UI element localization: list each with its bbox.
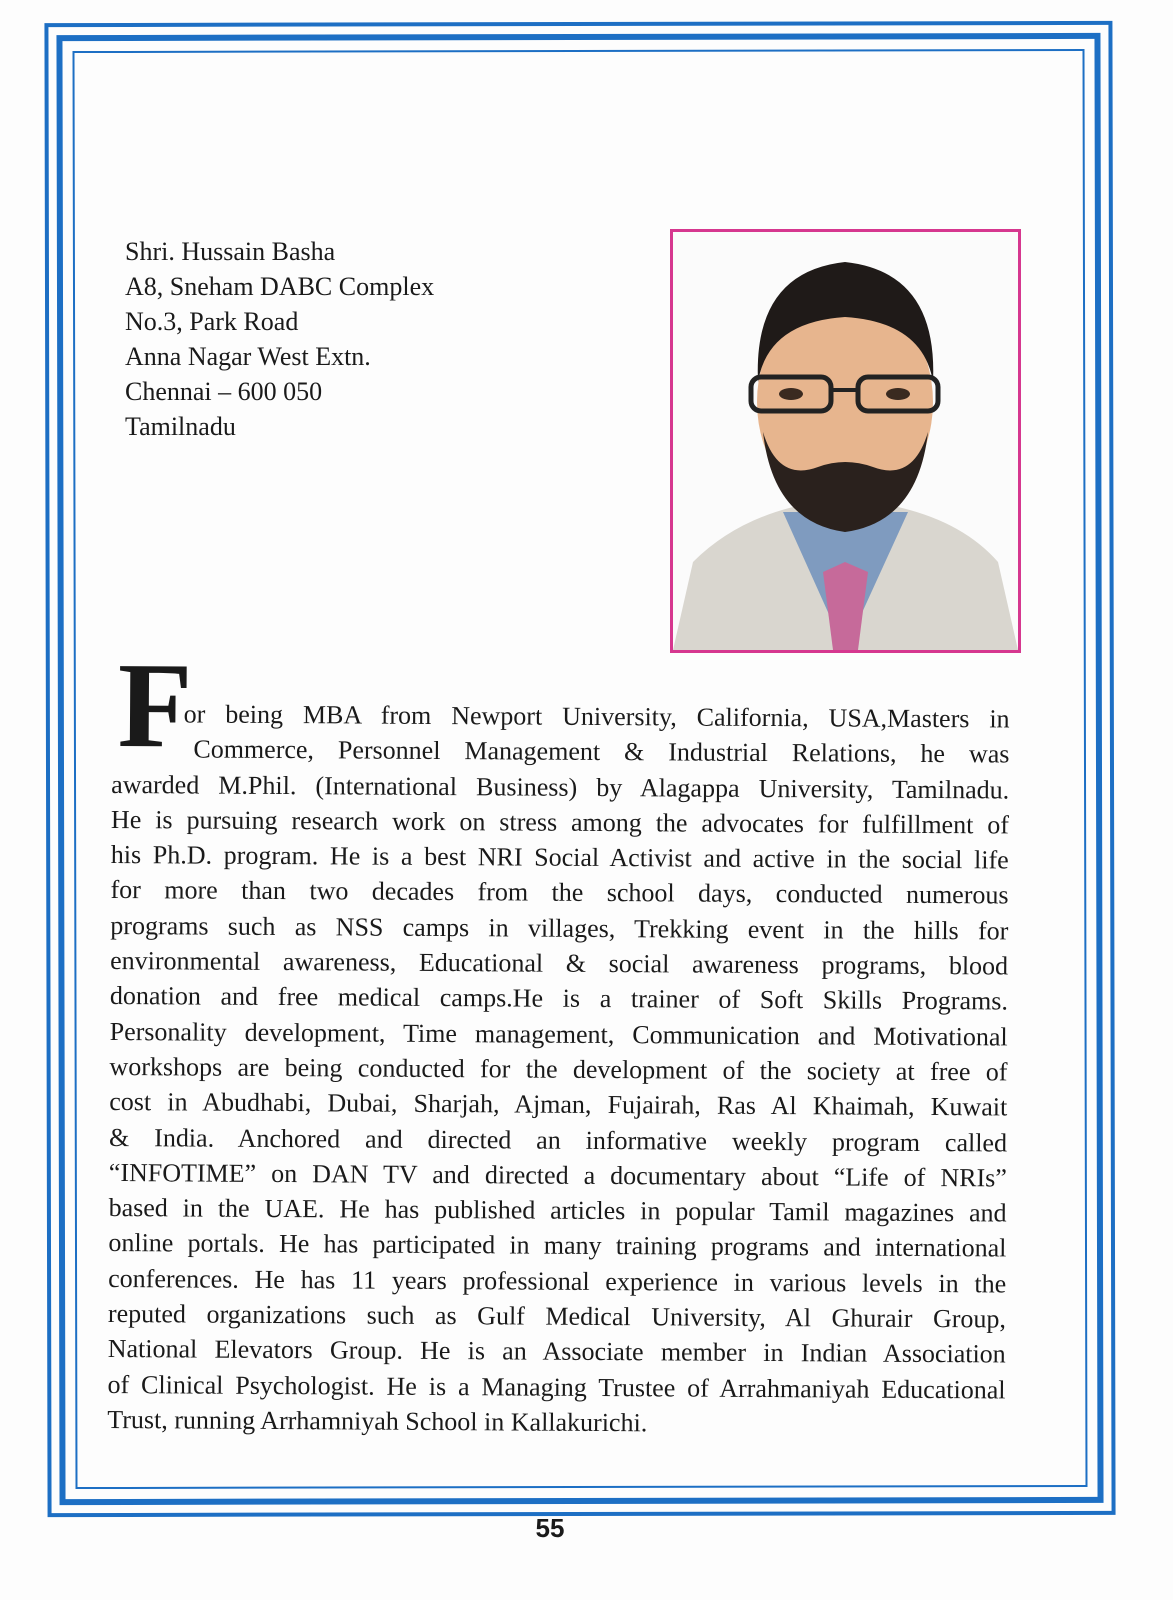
bio-line: of Clinical Psychologist. He is a Managing Trustee of Arrahmaniyah Educational [107, 1369, 1006, 1405]
address-name: Shri. Hussain Basha [125, 237, 336, 266]
drop-cap: F [117, 638, 193, 774]
bio-line: Commerce, Personnel Management & Industrial Relations, he was [193, 734, 1010, 769]
address-line: No.3, Park Road [125, 307, 299, 336]
bio-line: Trust, running Arrhamniyah School in Kallakurichi. [107, 1404, 648, 1438]
address-line: Anna Nagar West Extn. [125, 342, 371, 371]
bio-line: donation and free medical camps.He is a trainer of Soft Skills Programs. [109, 981, 1008, 1016]
address-block [125, 234, 434, 444]
page-number: 55 [535, 1513, 565, 1543]
bio-line: “INFOTIME” on DAN TV and directed a documentary about “Life of NRIs” [108, 1157, 1007, 1193]
bio-line: online portals. He has participated in many training programs and international [108, 1228, 1007, 1263]
address-line: Tamilnadu [125, 412, 236, 441]
bio-line: cost in Abudhabi, Dubai, Sharjah, Ajman, Fujairah, Ras Al Khaimah, Kuwait [109, 1087, 1008, 1122]
portrait-photo [670, 229, 1021, 653]
address-line: A8, Sneham DABC Complex [125, 272, 435, 301]
bio-line: his Ph.D. program. He is a best NRI Social Activist and active in the social life [110, 840, 1009, 875]
bio-line: based in the UAE. He has published articles in popular Tamil magazines and [108, 1193, 1007, 1228]
address-line: Chennai – 600 050 [125, 377, 323, 406]
bio-line: workshops are being conducted for the development of the society at free of [109, 1051, 1008, 1087]
bio-line: or being MBA from Newport University, California, USA,Masters in [183, 699, 1010, 734]
bio-line: & India. Anchored and directed an informative weekly program called [108, 1122, 1008, 1158]
bio-line: environmental awareness, Educational & social awareness programs, blood [110, 946, 1009, 981]
bio-line: programs such as NSS camps in villages, Trekking event in the hills for [110, 910, 1009, 946]
bio-line: reputed organizations such as Gulf Medical University, Al Ghurair Group, [107, 1299, 1007, 1334]
bio-line: National Elevators Group. He is an Associate member in Indian Association [107, 1334, 1006, 1369]
bio-line: conferences. He has 11 years professional experience in various levels in the [108, 1263, 1007, 1299]
bio-line: awarded M.Phil. (International Business) by Alagappa University, Tamilnadu. [111, 769, 1010, 805]
bio-line: for more than two decades from the school days, conducted numerous [110, 875, 1009, 910]
bio-line: He is pursuing research work on stress among the advocates for fulfillment of [110, 804, 1010, 840]
bio-line: Personality development, Time management, Communication and Motivational [109, 1016, 1008, 1052]
biography [107, 638, 1010, 1443]
